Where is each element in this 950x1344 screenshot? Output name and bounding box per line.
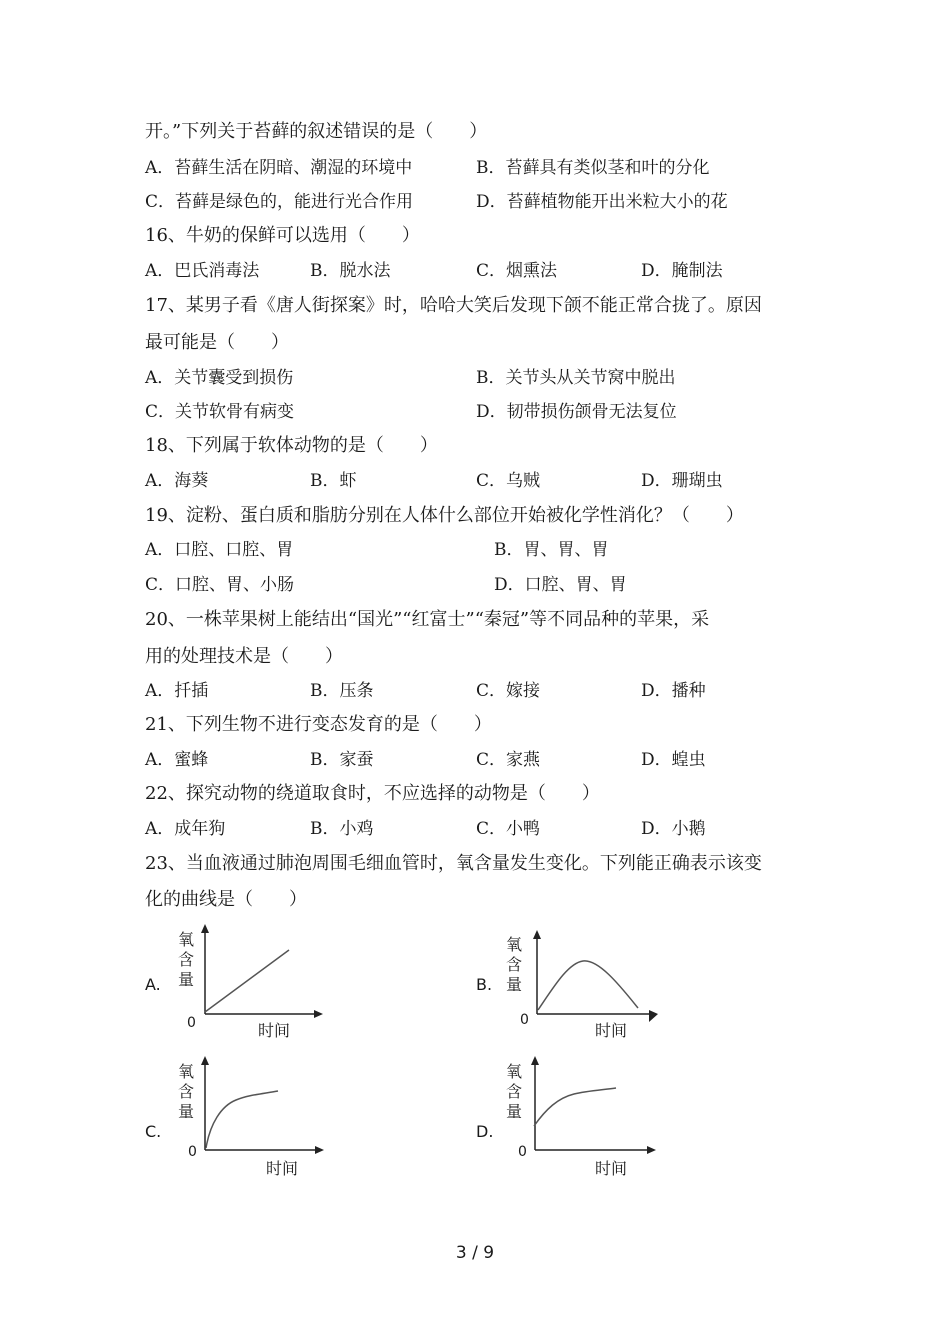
q20-option-c: C．嫁接 [476, 681, 541, 701]
q21-option-c: C．家燕 [476, 750, 541, 770]
page-number: 3 / 9 [455, 1243, 495, 1263]
graph-b-origin: 0 [520, 1012, 529, 1028]
q15-stem-tail: 开。”下列关于苔藓的叙述错误的是（ ） [145, 121, 488, 142]
y-char: 氧 [177, 1062, 194, 1081]
q21-option-b: B．家蚕 [310, 750, 374, 770]
q15-option-b: B．苔藓具有类似茎和叶的分化 [476, 158, 710, 178]
q18-stem: 18、下列属于软体动物的是（ ） [145, 435, 438, 456]
y-char: 量 [177, 970, 194, 989]
y-char: 氧 [177, 930, 194, 949]
q21-option-d: D．蝗虫 [641, 750, 706, 770]
q22-option-c: C．小鸭 [476, 819, 541, 839]
graph-b-label: B. [476, 975, 493, 994]
q17-option-d: D．韧带损伤颌骨无法复位 [476, 402, 677, 422]
q19-option-d: D．口腔、胃、胃 [494, 575, 627, 595]
graph-a-origin: 0 [187, 1015, 196, 1031]
x-axis-arrow [647, 1146, 656, 1154]
x-axis-arrow [314, 1010, 323, 1018]
q20-option-a: A．扦插 [145, 681, 209, 701]
graph-a-label: A. [145, 975, 161, 994]
y-char: 氧 [505, 1062, 522, 1081]
q18-option-c: C．乌贼 [476, 471, 541, 491]
q19-option-b: B．胃、胃、胃 [494, 540, 609, 560]
graph-c-y-label [176, 1062, 196, 1122]
graph-c-x-label: 时间 [266, 1159, 299, 1178]
q16-option-b: B．脱水法 [310, 261, 391, 281]
graph-c-label: C. [145, 1122, 162, 1141]
q20-option-d: D．播种 [641, 681, 706, 701]
y-char: 含 [505, 955, 522, 974]
graph-d-plot [526, 1054, 658, 1156]
q15-option-a: A．苔藓生活在阴暗、潮湿的环境中 [145, 158, 413, 178]
y-char: 含 [177, 950, 194, 969]
x-axis-arrow [315, 1146, 324, 1154]
graph-a-x-label: 时间 [258, 1021, 291, 1040]
q19-option-c: C．口腔、胃、小肠 [145, 575, 295, 595]
y-char: 量 [177, 1102, 194, 1121]
y-char: 量 [505, 1102, 522, 1121]
graph-d-origin: 0 [518, 1144, 527, 1160]
q18-option-b: B．虾 [310, 471, 357, 491]
graph-d-x-label: 时间 [595, 1159, 628, 1178]
q16-option-c: C．烟熏法 [476, 261, 558, 281]
q17-stem-line2: 最可能是（ ） [145, 332, 289, 353]
graph-b-x-label: 时间 [595, 1021, 628, 1040]
q17-stem-line1: 17、某男子看《唐人街探案》时，哈哈大笑后发现下颌不能正常合拢了。原因 [145, 295, 762, 316]
curve-nonzero-plateau [534, 1088, 616, 1126]
y-char: 含 [177, 1082, 194, 1101]
graph-a-y-label [176, 930, 196, 990]
y-axis-arrow [531, 1056, 539, 1065]
y-axis-arrow [201, 1056, 209, 1065]
y-axis-arrow [533, 930, 541, 939]
q15-option-c: C．苔藓是绿色的，能进行光合作用 [145, 192, 414, 212]
y-char: 氧 [505, 935, 522, 954]
graph-d-label: D. [476, 1122, 494, 1141]
graph-b-y-label [504, 935, 524, 995]
graph-b-plot [528, 928, 660, 1022]
q21-option-a: A．蜜蜂 [145, 750, 209, 770]
q19-option-a: A．口腔、口腔、胃 [145, 540, 294, 560]
y-char: 量 [505, 975, 522, 994]
curve-rise-fall [538, 961, 638, 1010]
q18-option-a: A．海葵 [145, 471, 209, 491]
q18-option-d: D．珊瑚虫 [641, 471, 723, 491]
q22-option-b: B．小鸡 [310, 819, 374, 839]
q20-stem-line2: 用的处理技术是（ ） [145, 646, 343, 667]
q20-stem-line1: 20、一株苹果树上能结出“国光”“红富士”“秦冠”等不同品种的苹果，采 [145, 609, 710, 630]
q22-option-a: A．成年狗 [145, 819, 226, 839]
graph-d-y-label [504, 1062, 524, 1122]
y-char: 含 [505, 1082, 522, 1101]
graph-a-plot [195, 922, 325, 1022]
q15-option-d: D．苔藓植物能开出米粒大小的花 [476, 192, 728, 212]
q20-option-b: B．压条 [310, 681, 374, 701]
q23-stem-line1: 23、当血液通过肺泡周围毛细血管时，氧含量发生变化。下列能正确表示该变 [145, 853, 762, 874]
curve-rise-plateau [206, 1091, 278, 1148]
q21-stem: 21、下列生物不进行变态发育的是（ ） [145, 714, 492, 735]
q17-option-b: B．关节头从关节窝中脱出 [476, 368, 676, 388]
graph-c-plot [196, 1054, 326, 1156]
q22-stem: 22、探究动物的绕道取食时，不应选择的动物是（ ） [145, 783, 600, 804]
q22-option-d: D．小鹅 [641, 819, 706, 839]
y-axis-arrow [201, 924, 209, 933]
x-axis-arrow [649, 1010, 658, 1022]
q17-option-a: A．关节囊受到损伤 [145, 368, 294, 388]
graph-c-origin: 0 [188, 1144, 197, 1160]
q16-option-d: D．腌制法 [641, 261, 723, 281]
q23-stem-line2: 化的曲线是（ ） [145, 889, 307, 910]
q17-option-c: C．关节软骨有病变 [145, 402, 295, 422]
q19-stem: 19、淀粉、蛋白质和脂肪分别在人体什么部位开始被化学性消化？（ ） [145, 505, 744, 526]
q16-option-a: A．巴氏消毒法 [145, 261, 260, 281]
q16-stem: 16、牛奶的保鲜可以选用（ ） [145, 225, 420, 246]
curve-linear [205, 950, 289, 1012]
